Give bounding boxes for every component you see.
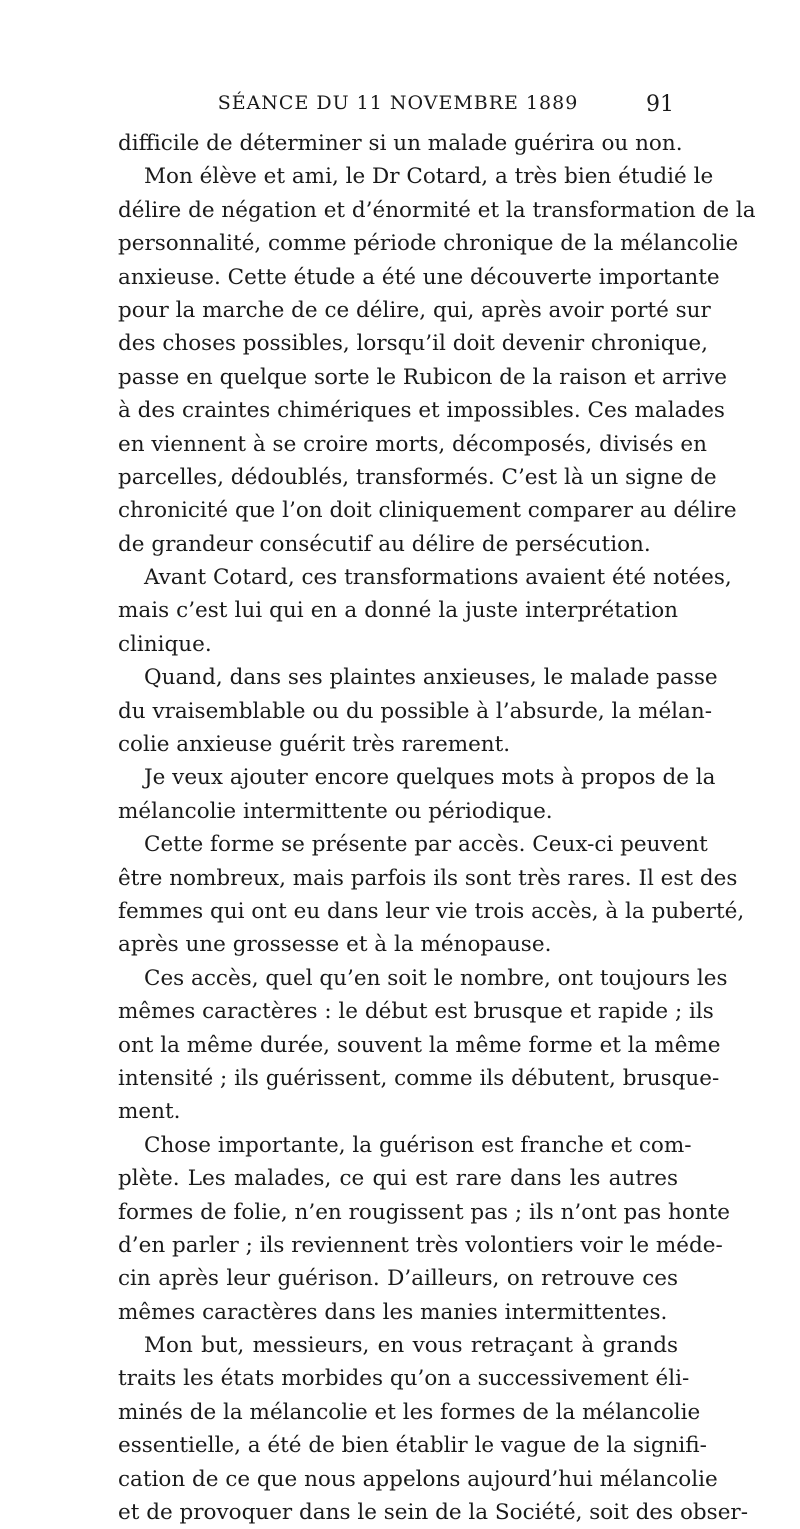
text-line: Chose importante, la guérison est franche et com- — [144, 1132, 692, 1158]
text-line: personnalité, comme période chronique de la mélancolie — [118, 231, 739, 257]
text-line: Quand, dans ses plaintes anxieuses, le malade passe — [144, 665, 718, 691]
text-line: plète. Les malades, ce qui est rare dans les autres — [118, 1166, 678, 1192]
text-line: Ces accès, quel qu’en soit le nombre, ont toujours les — [144, 965, 728, 991]
text-line: et de provoquer dans le sein de la Société, soit des obser- — [118, 1500, 748, 1526]
running-title: SÉANCE DU 11 NOVEMBRE 1889 — [217, 92, 579, 114]
text-line: difficile de déterminer si un malade guérira ou non. — [118, 131, 683, 156]
text-line: intensité ; ils guérissent, comme ils débutent, brusque- — [118, 1065, 720, 1091]
text-line: mais c’est lui qui en a donné la juste interprétation — [118, 598, 678, 624]
text-line: Avant Cotard, ces transformations avaient été notées, — [144, 565, 732, 591]
text-line: minés de la mélancolie et les formes de la mélancolie — [118, 1399, 701, 1425]
text-line: des choses possibles, lorsqu’il doit devenir chronique, — [118, 331, 708, 357]
text-line: d’en parler ; ils reviennent très volontiers voir le méde- — [118, 1232, 723, 1258]
text-line: colie anxieuse guérit très rarement. — [118, 732, 511, 758]
text-line: Je veux ajouter encore quelques mots à propos de la — [144, 765, 716, 791]
text-line: pour la marche de ce délire, qui, après avoir porté sur — [118, 297, 711, 323]
text-line: clinique. — [118, 631, 212, 657]
text-line: Cette forme se présente par accès. Ceux-ci peuvent — [144, 832, 708, 858]
text-line: formes de folie, n’en rougissent pas ; ils n’ont pas honte — [118, 1199, 730, 1225]
text-line: après une grossesse et à la ménopause. — [118, 932, 552, 958]
page-number: 91 — [646, 92, 674, 117]
text-line: du vraisemblable ou du possible à l’absurde, la mélan- — [118, 698, 712, 724]
text-line: chronicité que l’on doit cliniquement comparer au délire — [118, 498, 737, 524]
text-line: parcelles, dédoublés, transformés. C’est là un signe de — [118, 464, 717, 490]
text-line: mêmes caractères dans les manies intermittentes. — [118, 1299, 668, 1325]
text-line: délire de négation et d’énormité et la transformation de la — [118, 197, 756, 223]
text-line: mélancolie intermittente ou périodique. — [118, 798, 553, 824]
text-line: en viennent à se croire morts, décomposés, divisés en — [118, 431, 707, 457]
text-line: Mon élève et ami, le Dr Cotard, a très bien étudié le — [144, 164, 714, 190]
text-line: de grandeur consécutif au délire de persécution. — [118, 531, 651, 557]
text-line: à des craintes chimériques et impossibles. Ces malades — [118, 398, 725, 424]
text-line: passe en quelque sorte le Rubicon de la raison et arrive — [118, 364, 728, 390]
text-line: traits les états morbides qu’on a successivement éli- — [118, 1366, 690, 1392]
running-header — [118, 92, 678, 120]
body-text — [118, 127, 756, 1529]
text-line: être nombreux, mais parfois ils sont très rares. Il est des — [118, 865, 738, 891]
text-line: cin après leur guérison. D’ailleurs, on retrouve ces — [118, 1266, 678, 1292]
text-line: Mon but, messieurs, en vous retraçant à grands — [144, 1333, 678, 1359]
text-line: ment. — [118, 1099, 181, 1125]
text-line: ont la même durée, souvent la même forme et la même — [118, 1032, 721, 1058]
text-line: anxieuse. Cette étude a été une découverte importante — [118, 264, 720, 290]
text-line: femmes qui ont eu dans leur vie trois accès, à la puberté, — [118, 898, 745, 924]
text-line: mêmes caractères : le début est brusque et rapide ; ils — [118, 999, 714, 1025]
text-line: essentielle, a été de bien établir le vague de la signifi- — [118, 1433, 707, 1459]
text-line: cation de ce que nous appelons aujourd’hui mélancolie — [118, 1466, 718, 1492]
